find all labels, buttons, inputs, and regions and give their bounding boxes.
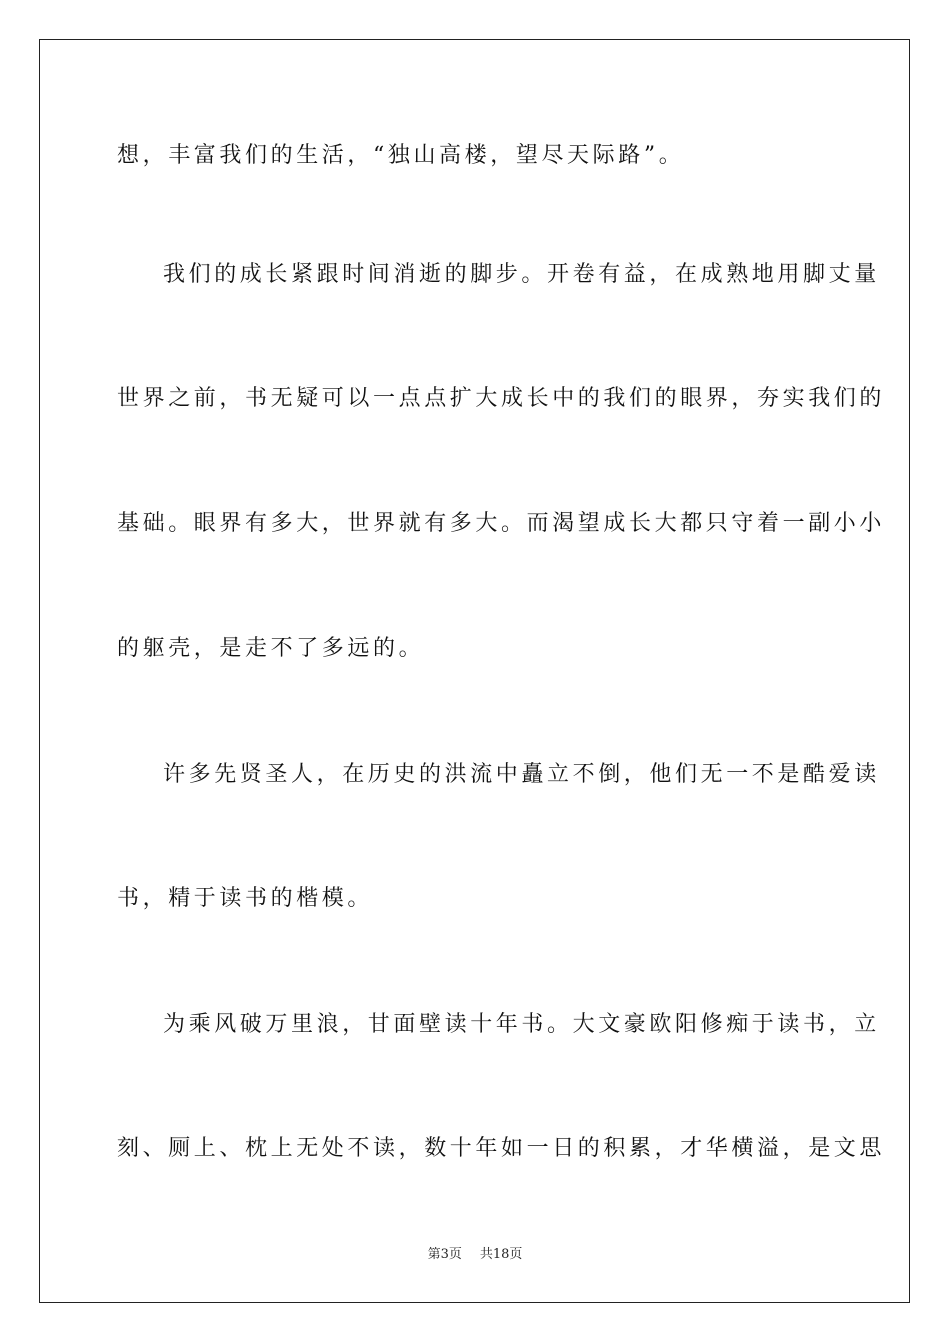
page-footer — [0, 1246, 950, 1264]
text-line-3: 世界之前，书无疑可以一点点扩大成长中的我们的眼界，夯实我们的 — [117, 386, 886, 411]
text-line-7: 书，精于读书的楷模。 — [117, 886, 374, 911]
page-number: 第3页 — [427, 1247, 462, 1262]
page-border — [39, 39, 910, 1303]
text-line-1: 想，丰富我们的生活，“独山高楼，望尽天际路”。 — [117, 143, 685, 168]
text-line-4: 基础。眼界有多大，世界就有多大。而渴望成长大都只守着一副小小 — [117, 511, 886, 536]
text-line-6: 许多先贤圣人，在历史的洪流中矗立不倒，他们无一不是酷爱读 — [163, 762, 880, 787]
text-line-8: 为乘风破万里浪，甘面壁读十年书。大文豪欧阳修痴于读书，立 — [163, 1012, 880, 1037]
text-line-2: 我们的成长紧跟时间消逝的脚步。开卷有益，在成熟地用脚丈量 — [163, 262, 880, 287]
page-total: 共18页 — [479, 1247, 523, 1262]
text-line-9: 刻、厕上、枕上无处不读，数十年如一日的积累，才华横溢，是文思 — [117, 1136, 886, 1161]
text-line-5: 的躯壳，是走不了多远的。 — [117, 636, 425, 661]
